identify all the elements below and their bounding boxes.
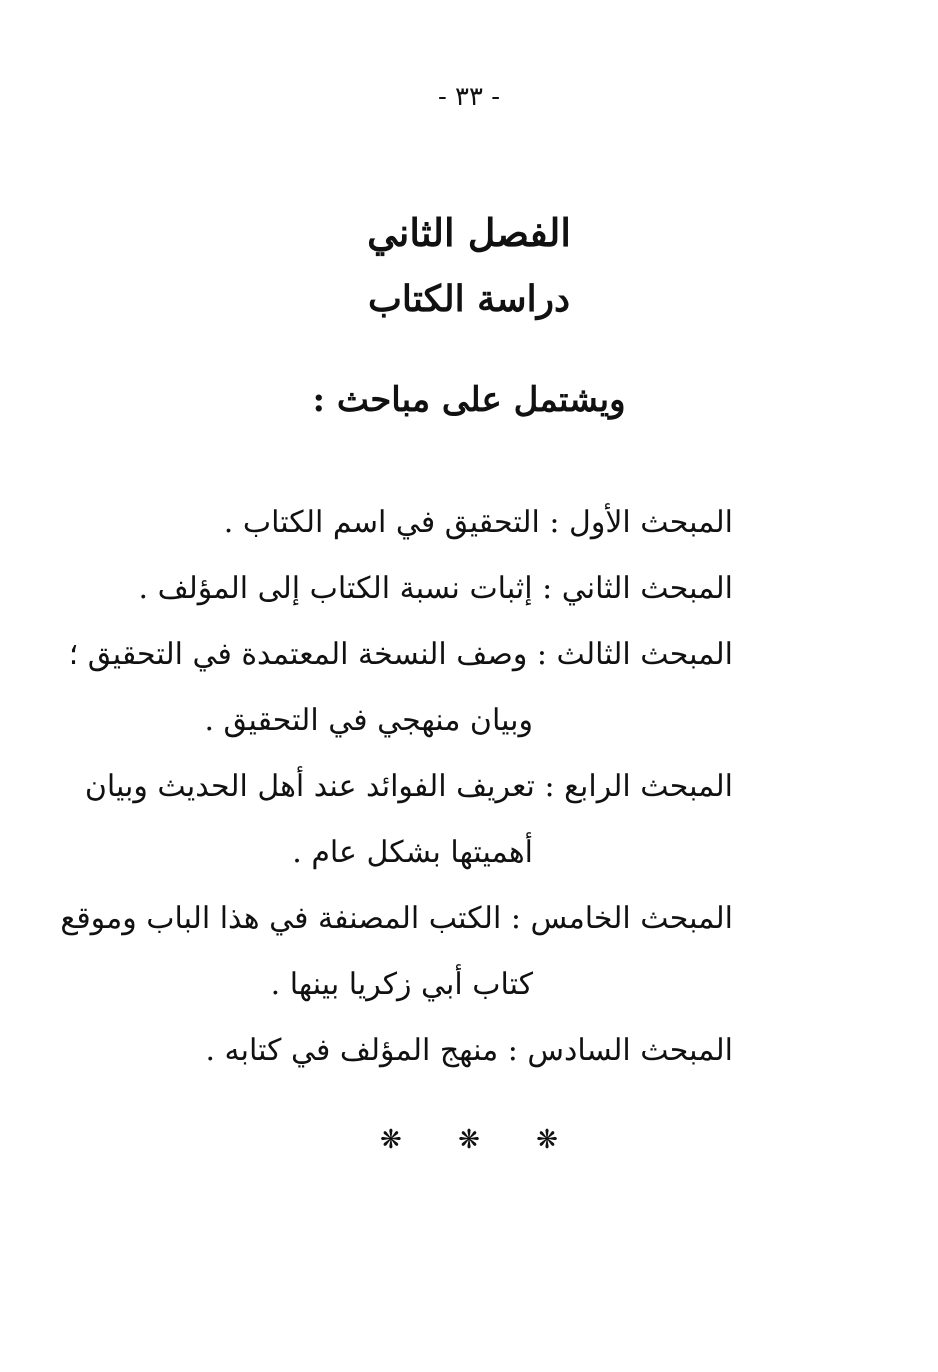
section-line: المبحث السادس : منهج المؤلف في كتابه . <box>205 1033 733 1068</box>
sections-list <box>60 490 733 1084</box>
chapter-title: الفصل الثاني <box>367 210 571 255</box>
page-number: - ٣٣ - <box>437 82 501 112</box>
section-item <box>113 490 733 556</box>
intro-line: ويشتمل على مباحث : <box>312 380 626 420</box>
chapter-subtitle: دراسة الكتاب <box>368 278 570 320</box>
section-line-continuation: كتاب أبي زكريا بينها . <box>270 967 533 1002</box>
section-line-continuation: أهميتها بشكل عام . <box>292 835 533 870</box>
section-line-continuation: وبيان منهجي في التحقيق . <box>204 703 533 738</box>
section-line: المبحث الأول : التحقيق في اسم الكتاب . <box>223 505 733 540</box>
section-line: المبحث الثالث : وصف النسخة المعتمدة في التحقيق ؛ <box>68 637 733 672</box>
section-item <box>68 622 733 754</box>
section-line: المبحث الثاني : إثبات نسبة الكتاب إلى المؤلف . <box>138 571 733 606</box>
asterism-icon: ❋ <box>536 1125 558 1155</box>
section-item <box>84 754 733 886</box>
section-line: المبحث الرابع : تعريف الفوائد عند أهل الحديث وبيان <box>84 769 733 804</box>
section-item <box>113 1018 733 1084</box>
asterism-icon: ❋ <box>380 1125 402 1155</box>
section-line: المبحث الخامس : الكتب المصنفة في هذا الباب وموقع <box>60 901 733 936</box>
section-item <box>113 556 733 622</box>
section-item <box>60 886 733 1018</box>
asterism-icon: ❋ <box>458 1125 480 1155</box>
ornament-divider <box>0 1125 938 1155</box>
